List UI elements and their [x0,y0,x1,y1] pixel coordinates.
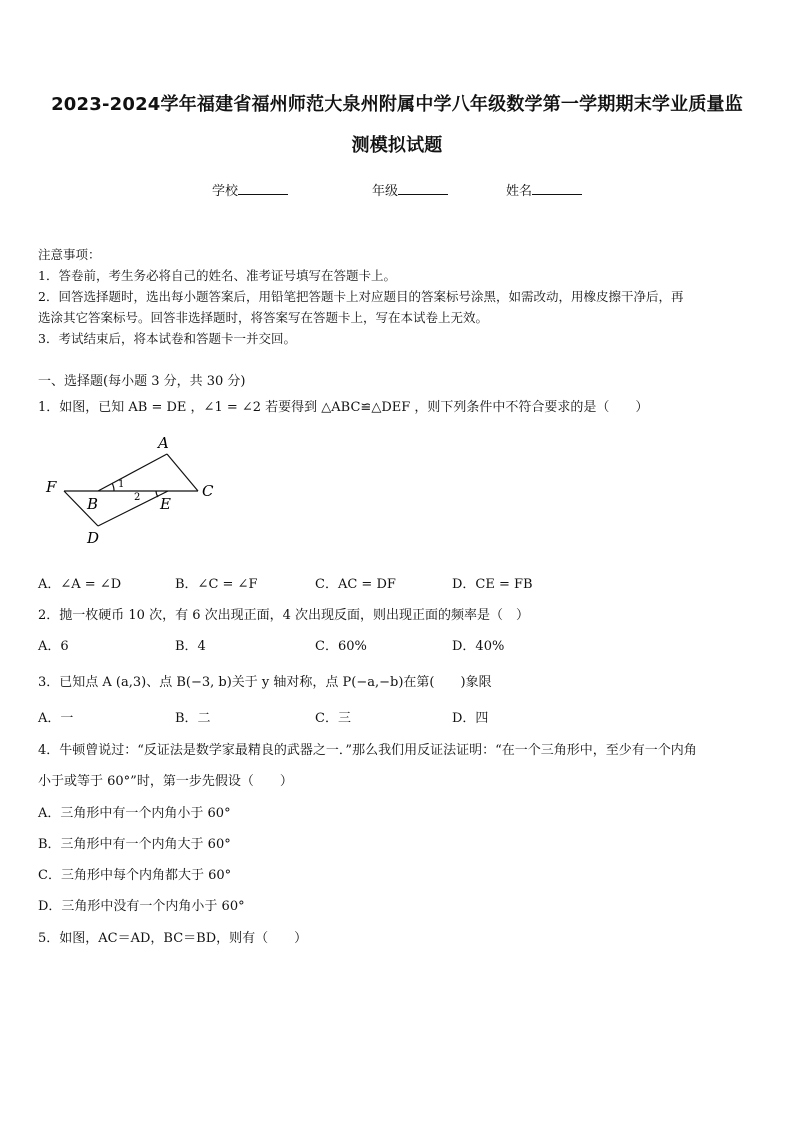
figure-line-ac [167,454,198,491]
angle-1-arc [112,483,114,491]
grade-field [372,180,448,199]
q3-stem: 3．已知点 A (a,3)、点 B(−3, b)关于 y 轴对称，点 P(−a,−b)在第( )象限 [38,675,492,690]
grade-label: 年级 [372,184,399,199]
q4-stem-line1: 4．牛顿曾说过：“反证法是数学家最精良的武器之一．”那么我们用反证法证明：“在一个三角形中，至少有一个内角 [38,743,697,758]
label-e: E [160,495,171,513]
q1-option-b: B．∠C = ∠F [175,577,258,592]
q2-option-b: B．4 [175,639,206,654]
notes-heading: 注意事项： [38,247,101,262]
note-item-3: 3．考试结束后，将本试卷和答题卡一并交回。 [38,331,296,346]
q4-option-b: B．三角形中有一个内角大于 60° [38,837,231,852]
q1-triangle-figure [40,430,230,550]
figure-line-ba [98,454,167,491]
q1-option-c: C．AC = DF [315,577,396,592]
label-a: A [158,434,169,452]
student-info-fields [0,180,794,200]
q3-option-c: C．三 [315,711,351,726]
q2-option-d: D．40% [452,639,505,654]
q3-option-b: B．二 [175,711,211,726]
q2-option-a: A．6 [38,639,69,654]
label-c: C [202,482,214,500]
q1-stem: 1．如图，已知 AB = DE ，∠1 = ∠2 若要得到 △ABC≌△DEF ，则下列条件中不符合要求的是（ ） [38,400,649,415]
exam-title-line1: 2023-2024学年福建省福州师范大泉州附属中学八年级数学第一学期期末学业质量监 [51,94,743,115]
q1-option-a: A．∠A = ∠D [38,577,122,592]
q4-option-d: D．三角形中没有一个内角小于 60° [38,899,245,914]
note-item-1: 1．答卷前，考生务必将自己的姓名、准考证号填写在答题卡上。 [38,268,396,283]
note-item-2b: 选涂其它答案标号。回答非选择题时，将答案写在答题卡上，写在本试卷上无效。 [38,310,489,325]
exam-title-line2: 测模拟试题 [351,135,443,156]
q3-option-a: A．一 [38,711,74,726]
section-heading: 一、选择题(每小题 3 分，共 30 分) [38,374,246,389]
q1-option-d: D．CE = FB [452,577,533,592]
q2-option-c: C．60% [315,639,367,654]
q4-option-c: C．三角形中每个内角都大于 60° [38,868,232,883]
name-label: 姓名 [506,184,533,199]
name-field [506,180,582,199]
q2-stem: 2．抛一枚硬币 10 次，有 6 次出现正面，4 次出现反面，则出现正面的频率是（ ） [38,608,530,623]
school-label: 学校 [212,184,239,199]
q4-stem-line2: 小于或等于 60°”时，第一步先假设（ ） [38,774,293,789]
q4-option-a: A．三角形中有一个内角小于 60° [38,806,231,821]
label-d: D [87,529,100,547]
angle-2-arc [156,491,158,497]
q3-option-d: D．四 [452,711,489,726]
label-f: F [46,478,57,496]
note-item-2a: 2．回答选择题时，选出每小题答案后，用铅笔把答题卡上对应题目的答案标号涂黑，如需改动，用橡皮擦干净后，再 [38,289,684,304]
label-angle-1: 1 [118,479,125,490]
label-b: B [87,495,99,513]
school-blank [238,181,288,195]
name-blank [532,181,582,195]
q5-stem: 5．如图，AC＝AD，BC＝BD，则有（ ） [38,931,308,946]
label-angle-2: 2 [134,492,141,503]
grade-blank [398,181,448,195]
school-field [212,180,288,199]
